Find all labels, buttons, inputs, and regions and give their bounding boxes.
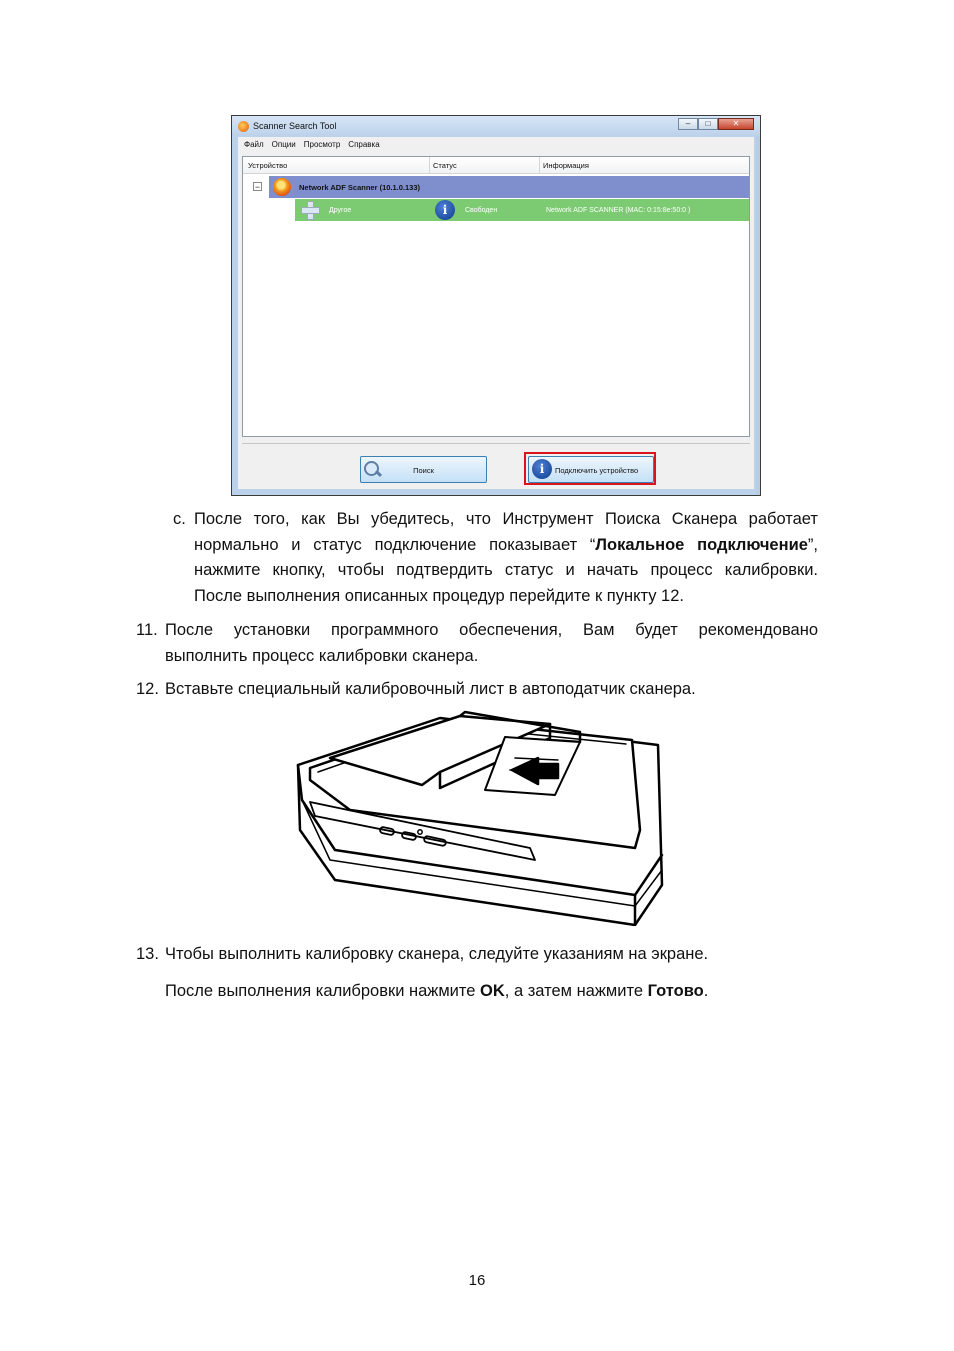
scanner-device-icon bbox=[273, 178, 291, 196]
scanner-search-tool-window bbox=[231, 115, 761, 496]
column-separator bbox=[539, 157, 540, 173]
window-edge bbox=[756, 136, 760, 495]
text-line: После выполнения описанных процедур перейдите к пункту 12. bbox=[194, 586, 684, 605]
info-icon: i bbox=[435, 200, 455, 220]
text-line: Чтобы выполнить калибровку сканера, следуйте указаниям на экране. bbox=[165, 945, 709, 963]
maximize-button[interactable]: □ bbox=[698, 118, 718, 130]
collapse-toggle[interactable]: − bbox=[254, 182, 261, 192]
page-number: 16 bbox=[468, 1272, 486, 1289]
minimize-button[interactable]: – bbox=[678, 118, 698, 130]
window-controls bbox=[678, 118, 754, 131]
column-status[interactable]: Статус bbox=[433, 161, 457, 170]
ok-label: OK bbox=[480, 982, 505, 1000]
other-device-icon bbox=[301, 201, 319, 219]
calibration-finish-text bbox=[165, 979, 708, 1005]
text-line: Вставьте специальный калибровочный лист в автоподатчик сканера. bbox=[165, 680, 696, 698]
search-button-label: Поиск bbox=[413, 466, 434, 475]
window-client-area bbox=[238, 152, 754, 489]
step-number: 13. bbox=[136, 945, 159, 963]
device-list[interactable] bbox=[242, 156, 750, 437]
menu-view[interactable]: Просмотр bbox=[303, 140, 341, 149]
device-type: Другое bbox=[329, 207, 352, 214]
device-status: Свободен bbox=[465, 207, 498, 214]
column-separator bbox=[429, 157, 430, 173]
device-group-row[interactable] bbox=[254, 176, 749, 198]
column-device[interactable]: Устройство bbox=[248, 161, 288, 170]
device-info: Network ADF SCANNER (MAC: 0:15:8e:50:0 ) bbox=[546, 207, 691, 214]
text-line: выполнить процесс калибровки сканера. bbox=[165, 646, 479, 665]
title-bar bbox=[232, 116, 760, 136]
device-row[interactable] bbox=[295, 199, 749, 221]
text-run: нормально и статус подключение показывает “ bbox=[194, 535, 596, 554]
text-run: После выполнения калибровки нажмите bbox=[165, 982, 481, 1000]
menu-bar bbox=[238, 137, 754, 152]
search-button[interactable] bbox=[360, 456, 487, 483]
text-line: После установки программного обеспечения, Вам будет рекомендовано bbox=[165, 621, 818, 639]
text-run: . bbox=[703, 982, 709, 1000]
divider bbox=[242, 443, 750, 444]
menu-options[interactable]: Опции bbox=[271, 140, 296, 149]
list-header bbox=[243, 157, 749, 174]
step-number: 11. bbox=[136, 621, 158, 639]
highlight-frame bbox=[524, 452, 656, 485]
bold-text: Локальное подключение bbox=[595, 535, 808, 554]
list-marker: c. bbox=[173, 510, 186, 528]
app-icon bbox=[238, 121, 249, 132]
connect-button-label: Подключить устройство bbox=[555, 466, 639, 475]
done-label: Готово bbox=[647, 982, 704, 1000]
menu-file[interactable]: Файл bbox=[244, 140, 264, 149]
text-run: ”, bbox=[807, 535, 818, 554]
text-line: После того, как Вы убедитесь, что Инструмент Поиска Сканера работает bbox=[194, 510, 818, 528]
text-line: нажмите кнопку, чтобы подтвердить статус и начать процесс калибровки. bbox=[194, 561, 818, 579]
info-icon: i bbox=[532, 459, 552, 479]
text-line bbox=[194, 533, 818, 559]
scanner-illustration bbox=[290, 710, 666, 926]
device-name: Network ADF Scanner (10.1.0.133) bbox=[299, 183, 421, 192]
menu-help[interactable]: Справка bbox=[348, 140, 380, 149]
window-title: Scanner Search Tool bbox=[253, 121, 337, 131]
column-info[interactable]: Информация bbox=[543, 161, 589, 170]
text-run: , а затем нажмите bbox=[504, 982, 648, 1000]
step-number: 12. bbox=[136, 680, 159, 698]
close-button[interactable]: ✕ bbox=[718, 118, 754, 130]
